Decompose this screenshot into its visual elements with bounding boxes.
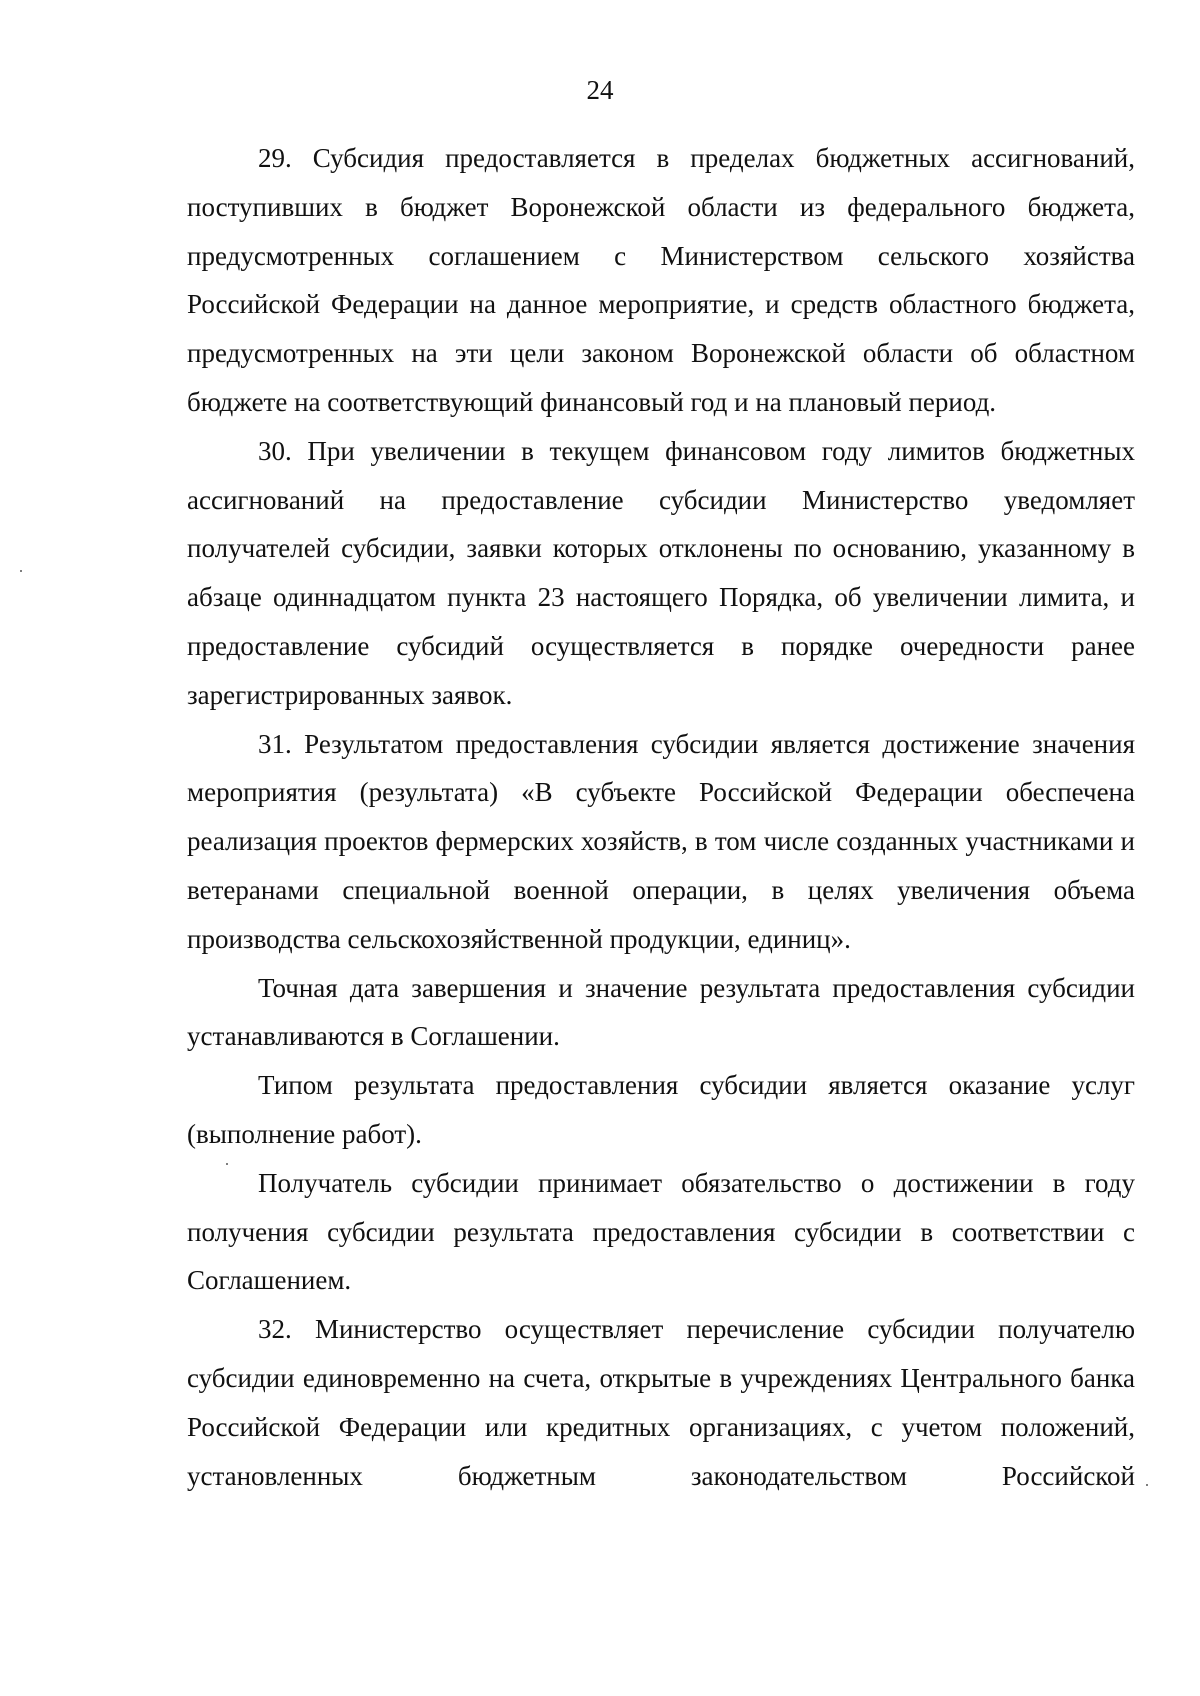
paragraph-29: 29. Субсидия предоставляется в пределах бюджетных ассигнований, поступивших в бюджет Воронежской области из федерального бюджета, предусмотренных соглашением с Министерством сельского хозяйства Российской Федерации на данное мероприятие, и средств областного бюджета, предусмотренных на эти цели законом Воронежской области об областном бюджете на соответствующий финансовый год и на плановый период. (187, 143, 1135, 417)
paragraph-recipient-obligation: Получатель субсидии принимает обязательство о достижении в году получения субсидии результата предоставления субсидии в соответствии с Соглашением. (187, 1167, 1135, 1296)
document-body (187, 134, 1135, 1500)
scan-speck (226, 1163, 228, 1165)
paragraph-result-type: Типом результата предоставления субсидии является оказание услуг (выполнение работ). (187, 1070, 1135, 1149)
paragraph-31: 31. Результатом предоставления субсидии является достижение значения мероприятия (результата) «В субъекте Российской Федерации обеспечена реализация проектов фермерских хозяйств, в том числе созданных участниками и ветеранами специальной военной операции, в целях увеличения объема производства сельскохозяйственной продукции, единиц». (187, 728, 1135, 954)
page-number: 24 (586, 75, 614, 105)
scan-speck (1146, 1484, 1148, 1486)
paragraph-30: 30. При увеличении в текущем финансовом году лимитов бюджетных ассигнований на предоставление субсидии Министерство уведомляет получателей субсидии, заявки которых отклонены по основанию, указанному в абзаце одиннадцатом пункта 23 настоящего Порядка, об увеличении лимита, и предоставление субсидий осуществляется в порядке очередности ранее зарегистрированных заявок. (187, 435, 1135, 710)
paragraph-32: 32. Министерство осуществляет перечисление субсидии получателю субсидии единовременно на счета, открытые в учреждениях Центрального банка Российской Федерации или кредитных организациях, с учетом положений, установленных бюджетным законодательством Российской (187, 1314, 1135, 1491)
paragraph-result-date: Точная дата завершения и значение результата предоставления субсидии устанавливаются в Соглашении. (187, 972, 1135, 1052)
scan-speck (20, 570, 22, 572)
